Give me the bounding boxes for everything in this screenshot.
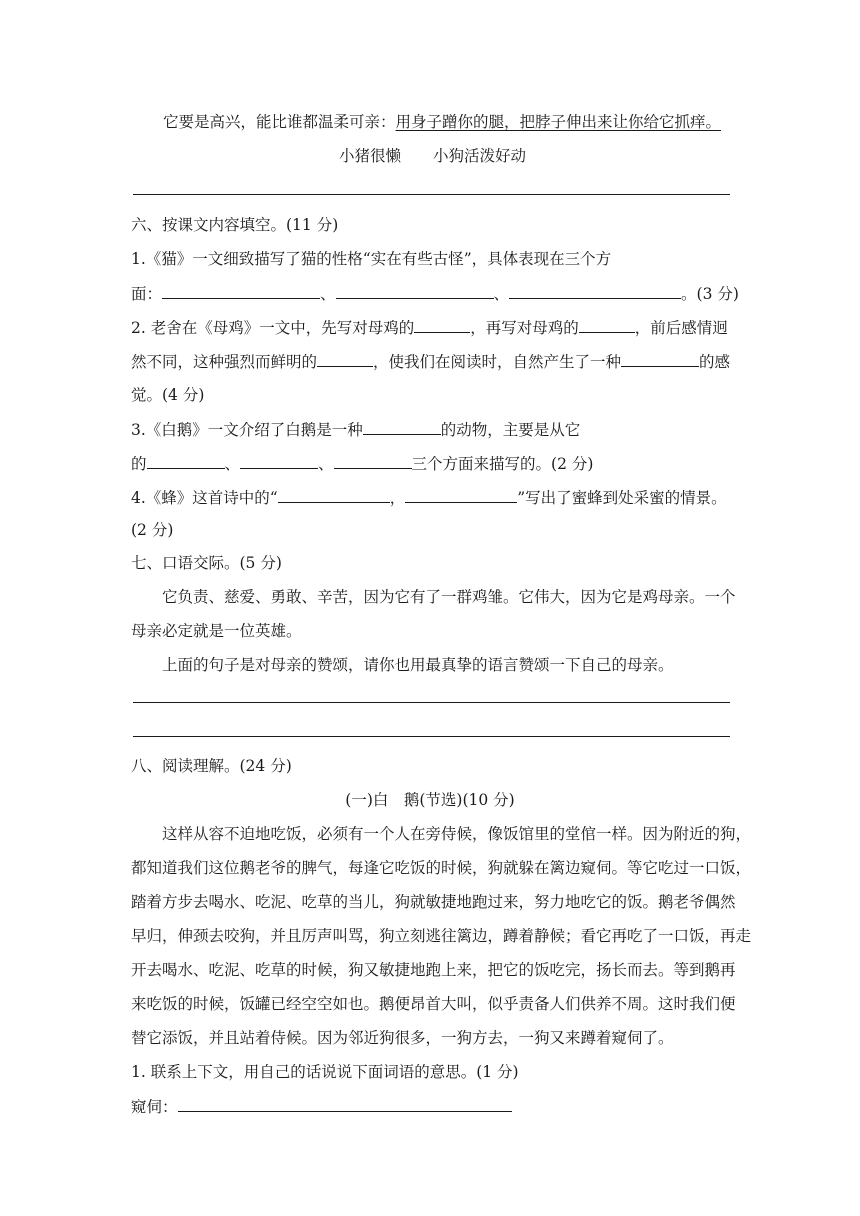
q3-sep-2: 、	[318, 455, 334, 473]
s8-q1-blank[interactable]	[178, 1096, 512, 1112]
q2-line3: 觉。(4 分)	[131, 386, 205, 404]
q3-blank-1[interactable]	[363, 419, 441, 435]
answer-a: 小猪很懒	[339, 147, 402, 165]
q3-blank-2[interactable]	[147, 453, 225, 469]
q2-blank-4[interactable]	[621, 351, 699, 367]
q4-line2: (2 分)	[131, 521, 174, 539]
q1-suffix: 。(3 分)	[681, 285, 739, 303]
q2-blank-1[interactable]	[414, 317, 470, 333]
q2-line2-suffix: 的感	[699, 353, 731, 371]
answer-b: 小狗活泼好动	[433, 147, 527, 165]
q1-prefix: 面：	[131, 285, 163, 303]
q3-blank-3[interactable]	[240, 453, 318, 469]
q1-blank-1[interactable]	[162, 283, 320, 299]
passage-line: 早归，伸颈去咬狗，并且厉声叫骂，狗立刻逃往篱边，蹲着静候；看它再吃了一口饭，再走	[131, 927, 752, 945]
q2-line2	[131, 351, 730, 372]
q4-line1	[131, 487, 727, 508]
q4-blank-1[interactable]	[278, 487, 390, 503]
s7-para1-line2: 母亲必定就是一位英雄。	[131, 622, 302, 640]
q2-blank-3[interactable]	[317, 351, 373, 367]
q1-sep-1: 、	[320, 285, 336, 303]
passage-line: 替它添饭，并且站着侍候。因为邻近狗很多，一狗方去，一狗又来蹲着窥伺了。	[131, 1029, 674, 1047]
answer-pair	[339, 146, 526, 166]
example-sentence-lead: 它要是高兴，能比谁都温柔可亲：	[163, 113, 396, 131]
q1-sep-2: 、	[493, 285, 510, 303]
answer-line[interactable]	[133, 194, 730, 195]
q1-blank-3[interactable]	[509, 283, 681, 299]
s8-q1: 1. 联系上下文，用自己的话说说下面词语的意思。(1 分)	[131, 1063, 519, 1081]
q3-line2-suffix: 三个方面来描写的。(2 分)	[411, 455, 594, 473]
s8-q1-term-line	[131, 1096, 512, 1117]
q3-line2-prefix: 的	[131, 455, 147, 473]
q1-blank-2[interactable]	[336, 283, 494, 299]
q3-line1	[131, 419, 580, 440]
section-6-heading: 六、按课文内容填空。(11 分)	[131, 216, 339, 234]
q2-line2-prefix: 然不同，这种强烈而鲜明的	[131, 353, 318, 371]
s7-para2: 上面的句子是对母亲的赞颂，请你也用最真挚的语言赞颂一下自己的母亲。	[162, 656, 674, 674]
q1-line2	[131, 283, 739, 304]
section-8-heading: 八、阅读理解。(24 分)	[131, 757, 292, 775]
q3-sep-1: 、	[224, 455, 241, 473]
q2-mid: ，再写对母鸡的	[470, 319, 579, 337]
q4-blank-2[interactable]	[405, 487, 517, 503]
s7-para1-line1: 它负责、慈爱、勇敢、辛苦，因为它有了一群鸡雏。它伟大，因为它是鸡母亲。一个	[162, 588, 736, 606]
passage-line: 都知道我们这位鹅老爷的脾气，每逢它吃饭的时候，狗就躲在篱边窥伺。等它吃过一口饭，	[131, 859, 752, 877]
passage-line: 这样从容不迫地吃饭，必须有一个人在旁侍候，像饭馆里的堂倌一样。因为附近的狗，	[162, 825, 752, 843]
answer-line[interactable]	[133, 702, 730, 703]
s8-q1-term: 窥伺：	[131, 1098, 178, 1116]
answer-line[interactable]	[133, 736, 730, 737]
passage-title: (一)白 鹅(节选)(10 分)	[345, 791, 515, 809]
q1-line1: 1.《猫》一文细致描写了猫的性格“实在有些古怪”，具体表现在三个方	[131, 250, 612, 268]
passage-line: 开去喝水、吃泥、吃草的时候，狗又敏捷地跑上来，把它的饭吃完，扬长而去。等到鹅再	[131, 961, 736, 979]
q3-prefix: 3.《白鹅》一文介绍了白鹅是一种	[131, 421, 363, 439]
example-sentence	[163, 112, 721, 132]
q3-blank-4[interactable]	[334, 453, 412, 469]
q4-suffix: ”写出了蜜蜂到处采蜜的情景。	[517, 489, 727, 507]
passage-line: 踏着方步去喝水、吃泥、吃草的当儿，狗就敏捷地跑过来，努力地吃它的饭。鹅老爷偶然	[131, 893, 736, 911]
example-sentence-underlined: 用身子蹭你的腿，把脖子伸出来让你给它抓痒。	[395, 113, 722, 131]
q2-prefix: 2. 老舍在《母鸡》一文中，先写对母鸡的	[131, 319, 415, 337]
section-7-heading: 七、口语交际。(5 分)	[131, 554, 282, 572]
q2-line2-mid: ，使我们在阅读时，自然产生了一种	[373, 353, 622, 371]
passage-line: 来吃饭的时候，饭罐已经空空如也。鹅便昂首大叫，似乎责备人们供养不周。这时我们便	[131, 995, 736, 1013]
q2-suffix: ，前后感情迥	[634, 319, 728, 337]
q2-blank-2[interactable]	[579, 317, 635, 333]
q2-line1	[131, 317, 728, 338]
q4-sep: ，	[389, 489, 406, 507]
q3-line2	[131, 453, 593, 474]
q4-prefix: 4.《蜂》这首诗中的“	[131, 489, 278, 507]
q3-suffix: 的动物，主要是从它	[440, 421, 581, 439]
